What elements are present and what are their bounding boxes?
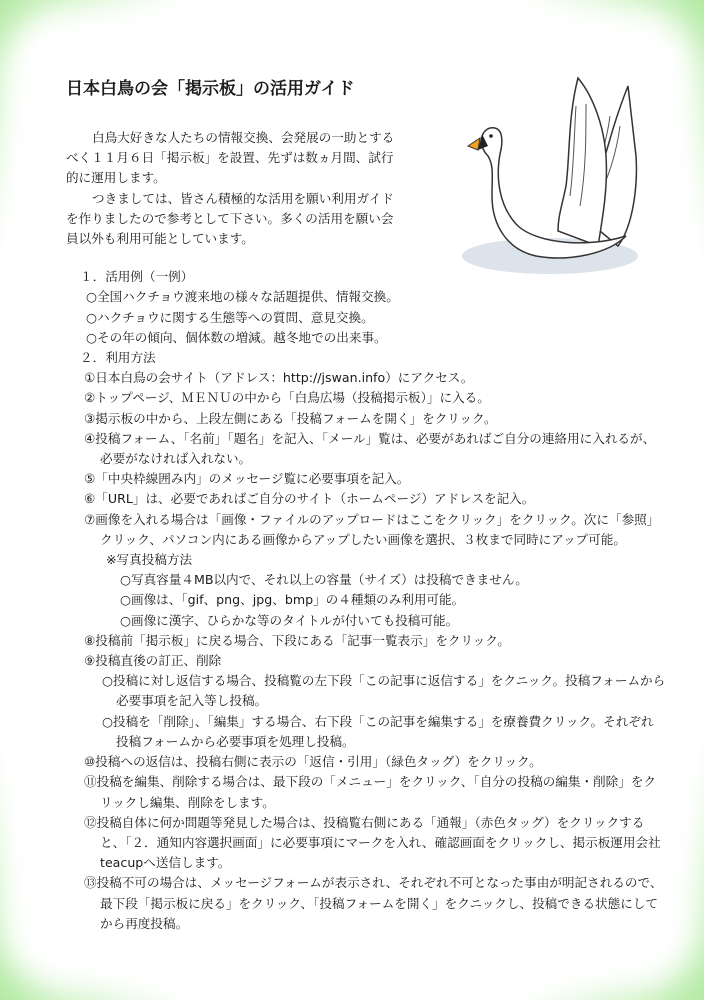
section-heading: ２．利用方法 <box>80 350 156 366</box>
photo-heading: ※写真投稿方法 <box>106 552 193 568</box>
list-item: ○画像に漢字、ひらかな等のタイトルが付いても投稿可能。 <box>120 612 459 628</box>
list-item: ③掲示板の中から、上段左側にある「投稿フォームを開く」をクリック。 <box>84 410 497 426</box>
list-item: ○写真容量４MB以内で、それ以上の容量（サイズ）は投稿できません。 <box>120 572 528 588</box>
list-item: ⑨投稿直後の訂正、削除 <box>84 653 222 669</box>
intro <box>66 128 406 249</box>
document-body <box>66 78 666 934</box>
list-item: ⑤「中央枠線囲み内」のメッセージ覧に必要事項を記入。 <box>84 471 410 487</box>
list-item: ⑧投稿前「掲示板」に戻る場合、下段にある「記事一覧表示」をクリック。 <box>84 632 510 648</box>
list-item: ⑩投稿への返信は、投稿右側に表示の「返信・引用」（緑色タッグ）をクリック。 <box>84 754 542 770</box>
list-item: ○ハクチョウに関する生態等への質問、意見交換。 <box>86 309 374 325</box>
list-item: ⑬投稿不可の場合は、メッセージフォームが表示され、それぞれ不可となった事由が明記されるので、最下段「掲示板に戻る」をクリック、「投稿フォームを開く」をクニックし、投稿できる状態にしてから再度投稿。 <box>84 875 663 931</box>
list-item: ○全国ハクチョウ渡来地の様々な話題提供、情報交換。 <box>86 289 399 305</box>
list-item: ⑦画像を入れる場合は「画像・ファイルのアップロードはここをクリック」をクリック。次に「参照」クリック、パソコン内にある画像からアップしたい画像を選択、３枚まで同時にアップ可能。 <box>84 511 660 547</box>
list-item: ○投稿を「削除」、「編集」する場合、右下段「この記事を編集する」を療養費クリック。それぞれ投稿フォームから必要事項を処理し投稿。 <box>102 713 654 749</box>
intro-paragraph: 白鳥大好きな人たちの情報交換、会発展の一助とするべく１１月６日「掲示板」を設置、先ずは数ヵ月間、試行的に運用します。 <box>66 130 395 186</box>
list-item: ⑥「URL」は、必要であればご自分のサイト（ホームページ）アドレスを記入。 <box>84 491 535 507</box>
intro-paragraph: つきましては、皆さん積極的な活用を願い利用ガイドを作りましたので参考として下さい。多くの活用を願い会員以外も利用可能としています。 <box>66 190 394 247</box>
list-item: ①日本白鳥の会サイト（アドレス：http://jswan.info）にアクセス。 <box>84 370 474 386</box>
list-item: ④投稿フォーム、「名前」「題名」を記入、「メール」覧は、必要があればご自分の連絡用に入れるが、必要がなければ入れない。 <box>84 430 656 467</box>
list-item: ○投稿に対し返信する場合、投稿覧の左下段「この記事に返信する」をクニック。投稿フォームから必要事項を記入等し投稿。 <box>102 673 666 709</box>
list-item: ⑫投稿自体に何か問題等発見した場合は、投稿覧右側にある「通報」（赤色タッグ）をクリックすると、「２．通知内容選択画面」に必要事項にマークを入れ、確認画面をクリックし、掲示板運用会社teacupへ送信します。 <box>84 814 661 871</box>
page-title: 日本白鳥の会「掲示板」の活用ガイド <box>66 79 355 99</box>
list-item: ○その年の傾向、個体数の増減。越冬地での出来事。 <box>86 329 387 345</box>
list-item: ②トップページ、ＭＥＮＵの中から「白鳥広場（投稿掲示板）」に入る。 <box>84 390 490 406</box>
section-heading: １．活用例（一例） <box>80 269 194 285</box>
list-item: ⑪投稿を編集、削除する場合は、最下段の「メニュー」をクリック、「自分の投稿の編集・削除」をクリックし編集、削除をします。 <box>84 774 657 810</box>
list-item: ○画像は、「gif、png、jpg、bmp」の４種類のみ利用可能。 <box>120 592 465 608</box>
